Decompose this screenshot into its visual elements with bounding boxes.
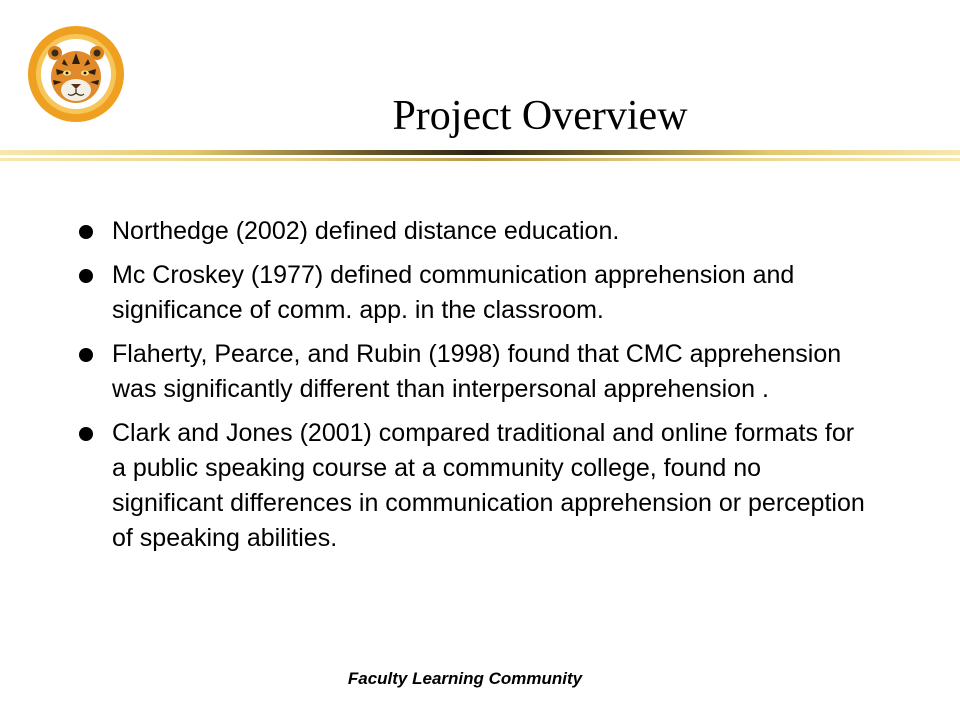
bullet-text: Mc Croskey (1977) defined communication apprehension and significance of comm. app. in the classroom. <box>112 261 795 324</box>
tiger-logo-icon <box>26 24 126 124</box>
slide-title: Project Overview <box>392 93 688 139</box>
title-divider-top <box>0 150 960 155</box>
bullet-item <box>70 416 870 556</box>
bullet-dot-icon <box>79 225 93 239</box>
bullet-list <box>70 214 870 565</box>
bullet-dot-icon <box>79 348 93 362</box>
bullet-dot-icon <box>79 269 93 283</box>
slide-footer: Faculty Learning Community <box>347 669 583 688</box>
bullet-item <box>70 214 870 249</box>
bullet-item <box>70 258 870 328</box>
bullet-text: Flaherty, Pearce, and Rubin (1998) found that CMC apprehension was significantly different than interpersonal apprehension . <box>112 340 842 403</box>
title-divider-bottom <box>0 158 960 161</box>
bullet-dot-icon <box>79 427 93 441</box>
bullet-item <box>70 337 870 407</box>
bullet-text: Northedge (2002) defined distance education. <box>112 217 620 245</box>
bullet-text: Clark and Jones (2001) compared traditional and online formats for a public speaking course at a community college, found no significant differences in communication apprehension or perception of speaking abilities. <box>112 419 865 552</box>
